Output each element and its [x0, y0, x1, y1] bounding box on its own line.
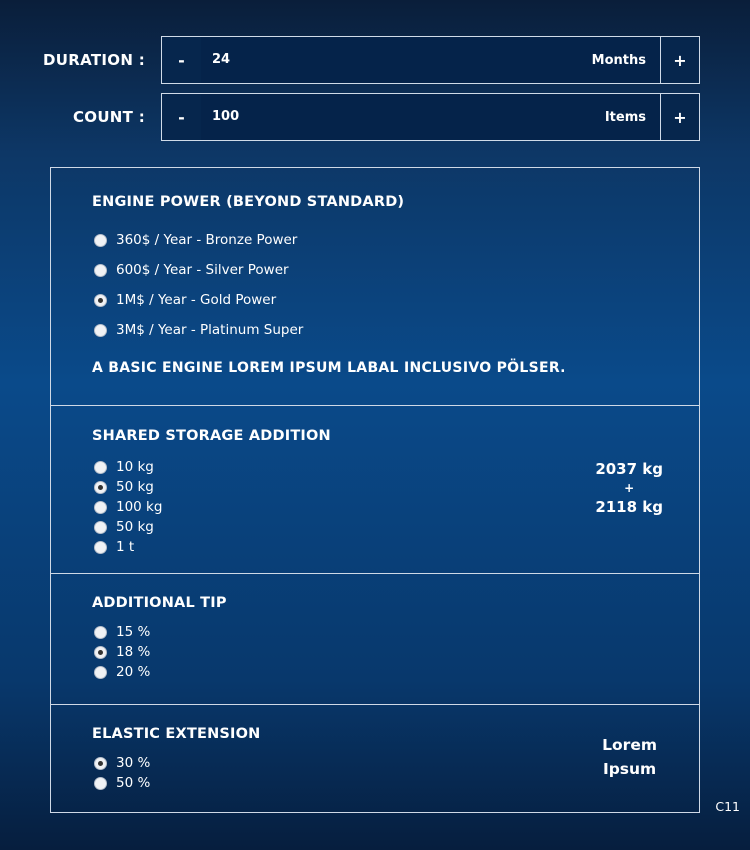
radio-button[interactable] [94, 757, 107, 770]
engine-description: A BASIC ENGINE LOREM IPSUM LABAL INCLUSIVO PÖLSER. [92, 360, 566, 376]
count-decrement-button[interactable]: - [162, 94, 201, 140]
duration-stepper [161, 36, 700, 84]
tip-option-label: 20 % [116, 664, 151, 680]
engine-option-label: 600$ / Year - Silver Power [116, 262, 289, 278]
count-increment-button[interactable]: + [660, 94, 699, 140]
duration-label: DURATION : [43, 51, 145, 69]
radio-button[interactable] [94, 234, 107, 247]
engine-option-label: 360$ / Year - Bronze Power [116, 232, 298, 248]
shared-storage-section [51, 406, 699, 574]
elastic-side-text [602, 733, 657, 781]
storage-option-label: 50 kg [116, 519, 154, 535]
tip-option-15[interactable] [94, 622, 150, 642]
engine-option-platinum[interactable] [94, 320, 303, 340]
elastic-option-30[interactable] [94, 753, 150, 773]
storage-option-label: 50 kg [116, 479, 154, 495]
duration-unit: Months [591, 53, 646, 68]
storage-option-50kg[interactable] [94, 477, 154, 497]
storage-total-plus: + [624, 481, 635, 495]
radio-button[interactable] [94, 294, 107, 307]
tip-option-label: 18 % [116, 644, 151, 660]
elastic-side-line2: Ipsum [602, 760, 657, 778]
additional-tip-title: ADDITIONAL TIP [92, 595, 227, 611]
count-stepper [161, 93, 700, 141]
radio-button[interactable] [94, 481, 107, 494]
duration-increment-button[interactable]: + [660, 37, 699, 83]
radio-button[interactable] [94, 646, 107, 659]
corner-label: C11 [715, 799, 740, 814]
count-input[interactable] [201, 94, 660, 140]
elastic-option-label: 50 % [116, 775, 151, 791]
radio-button[interactable] [94, 264, 107, 277]
duration-row [0, 36, 750, 84]
radio-button[interactable] [94, 777, 107, 790]
count-unit: Items [604, 110, 646, 125]
storage-option-1t[interactable] [94, 537, 134, 557]
elastic-extension-section [51, 705, 699, 812]
storage-option-label: 100 kg [116, 499, 163, 515]
radio-button[interactable] [94, 461, 107, 474]
engine-option-label: 3M$ / Year - Platinum Super [116, 322, 304, 338]
duration-value: 24 [212, 52, 231, 67]
count-value: 100 [212, 109, 240, 124]
additional-tip-section [51, 574, 699, 705]
storage-option-label: 10 kg [116, 459, 154, 475]
radio-button[interactable] [94, 521, 107, 534]
engine-option-bronze[interactable] [94, 230, 297, 250]
duration-input[interactable] [201, 37, 660, 83]
duration-decrement-button[interactable]: - [162, 37, 201, 83]
count-label: COUNT : [72, 108, 145, 126]
storage-option-label: 1 t [116, 539, 135, 555]
tip-option-18[interactable] [94, 642, 150, 662]
storage-option-100kg[interactable] [94, 497, 162, 517]
storage-total [595, 460, 663, 517]
storage-option-10kg[interactable] [94, 457, 154, 477]
engine-option-silver[interactable] [94, 260, 289, 280]
engine-option-label: 1M$ / Year - Gold Power [116, 292, 277, 308]
storage-total-top: 2037 kg [595, 460, 663, 478]
radio-button[interactable] [94, 324, 107, 337]
engine-power-title: ENGINE POWER (BEYOND STANDARD) [92, 194, 405, 210]
tip-option-20[interactable] [94, 662, 150, 682]
engine-power-section [51, 168, 699, 406]
count-row [0, 93, 750, 141]
elastic-side-line1: Lorem [602, 736, 657, 754]
storage-total-bottom: 2118 kg [595, 498, 663, 516]
radio-button[interactable] [94, 501, 107, 514]
radio-button[interactable] [94, 541, 107, 554]
storage-option-50kg-2[interactable] [94, 517, 154, 537]
radio-button[interactable] [94, 666, 107, 679]
elastic-option-50[interactable] [94, 773, 150, 793]
engine-option-gold[interactable] [94, 290, 276, 310]
radio-button[interactable] [94, 626, 107, 639]
tip-option-label: 15 % [116, 624, 151, 640]
elastic-extension-title: ELASTIC EXTENSION [92, 726, 261, 742]
options-panel [50, 167, 700, 813]
elastic-option-label: 30 % [116, 755, 151, 771]
shared-storage-title: SHARED STORAGE ADDITION [92, 428, 331, 444]
